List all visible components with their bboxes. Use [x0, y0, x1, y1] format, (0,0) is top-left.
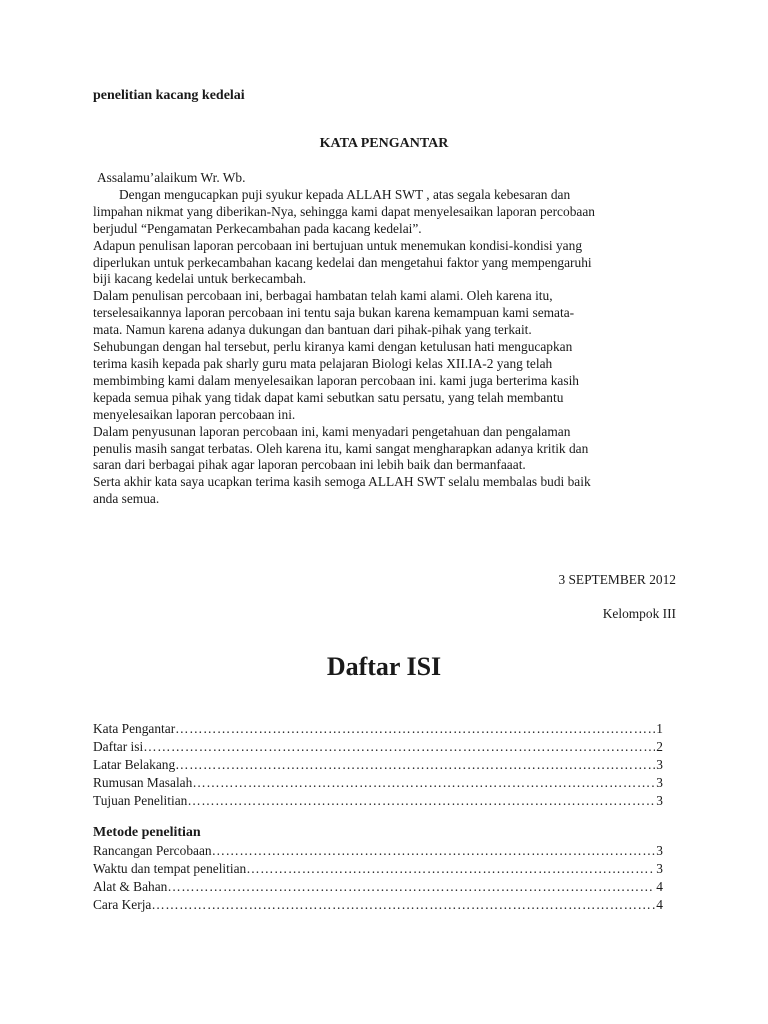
body-line: Dengan mengucapkan puji syukur kepada ALLAH SWT , atas segala kebesaran dan	[119, 186, 571, 202]
toc-entry-page: 3	[656, 861, 663, 876]
signoff-group: Kelompok III	[602, 606, 676, 621]
toc-dot-leader	[175, 720, 655, 738]
body-line: terselesaikannya laporan percobaan ini tentu saja bukan karena kemampuan kami semata-	[93, 305, 575, 321]
toc-entry-label: Kata Pengantar	[93, 721, 176, 736]
toc-entry-label: Tujuan Penelitian	[93, 793, 188, 808]
toc-subheading: Metode penelitian	[93, 825, 201, 840]
toc-entry-page: 1	[656, 721, 663, 736]
toc-entry-label: Waktu dan tempat penelitian	[93, 861, 247, 876]
body-line: diperlukan untuk perkecambahan kacang kedelai dan mengetahui faktor yang mempengaruhi	[93, 254, 592, 270]
table-of-contents	[93, 720, 663, 914]
body-line: saran dari berbagai pihak agar laporan percobaan ini lebih baik dan bermanfaaat.	[93, 457, 526, 473]
toc-dot-leader	[167, 878, 655, 896]
toc-dot-leader	[192, 774, 655, 792]
toc-entry-page: 3	[656, 843, 663, 858]
toc-dot-leader	[246, 860, 655, 878]
body-line: berjudul “Pengamatan Perkecambahan pada kacang kedelai”.	[93, 220, 422, 236]
toc-dot-leader	[175, 756, 655, 774]
toc-dot-leader	[151, 896, 655, 914]
toc-entry-page: 3	[656, 775, 663, 790]
toc-entry-label: Cara Kerja	[93, 897, 152, 912]
body-line: Adapun penulisan laporan percobaan ini bertujuan untuk menemukan kondisi-kondisi yang	[93, 237, 583, 253]
toc-entry	[93, 774, 663, 792]
body-line: limpahan nikmat yang diberikan-Nya, sehingga kami dapat menyelesaikan laporan percobaan	[93, 203, 595, 219]
toc-entry-page: 3	[656, 757, 663, 772]
toc-dot-leader	[212, 842, 656, 860]
daftar-isi-heading: Daftar ISI	[326, 652, 442, 681]
toc-entry	[93, 720, 663, 738]
body-line: terima kasih kepada pak sharly guru mata pelajaran Biologi kelas XII.IA-2 yang telah	[93, 355, 553, 371]
toc-entry-label: Rancangan Percobaan	[93, 843, 212, 858]
body-line: Dalam penyusunan laporan percobaan ini, kami menyadari pengetahuan dan pengalaman	[93, 423, 571, 439]
body-line: Sehubungan dengan hal tersebut, perlu kiranya kami dengan ketulusan hati mengucapkan	[93, 339, 573, 355]
toc-entry-label: Latar Belakang	[93, 757, 176, 772]
toc-entry	[93, 842, 663, 860]
toc-entry	[93, 860, 663, 878]
body-line: mata. Namun karena adanya dukungan dan bantuan dari pihak-pihak yang terkait.	[93, 322, 532, 338]
body-line: biji kacang kedelai untuk berkecambah.	[93, 271, 307, 287]
toc-entry	[93, 878, 663, 896]
document-header-title: penelitian kacang kedelai	[93, 88, 245, 103]
toc-entry-page: 2	[656, 739, 663, 754]
kata-pengantar-body	[93, 170, 693, 508]
toc-entry-label: Daftar isi	[93, 739, 144, 754]
toc-entry	[93, 896, 663, 914]
toc-dot-leader	[143, 738, 655, 756]
toc-dot-leader	[187, 792, 655, 810]
body-line: Serta akhir kata saya ucapkan terima kasih semoga ALLAH SWT selalu membalas budi baik	[93, 474, 591, 490]
toc-entry-label: Alat & Bahan	[93, 879, 168, 894]
body-line: kepada semua pihak yang tidak dapat kami sebutkan satu persatu, yang telah membantu	[93, 389, 564, 405]
body-line: Assalamu’alaikum Wr. Wb.	[97, 170, 246, 185]
toc-entry	[93, 792, 663, 810]
kata-pengantar-heading: KATA PENGANTAR	[319, 136, 449, 151]
toc-entry-page: 4	[656, 897, 663, 912]
body-line: anda semua.	[93, 491, 160, 507]
body-line: menyelesaikan laporan percobaan ini.	[93, 406, 296, 422]
toc-entry-page: 4	[656, 879, 663, 894]
body-line: Dalam penulisan percobaan ini, berbagai hambatan telah kami alami. Oleh karena itu,	[93, 288, 553, 304]
toc-entry	[93, 756, 663, 774]
body-line: membimbing kami dalam menyelesaikan laporan percobaan ini. kami juga berterima kasih	[93, 372, 579, 388]
toc-entry-label: Rumusan Masalah	[93, 775, 193, 790]
toc-entry	[93, 738, 663, 756]
body-line: penulis masih sangat terbatas. Oleh karena itu, kami sangat mengharapkan adanya kritik dan	[93, 440, 589, 456]
signoff-date: 3 SEPTEMBER 2012	[558, 572, 676, 587]
toc-entry-page: 3	[656, 793, 663, 808]
